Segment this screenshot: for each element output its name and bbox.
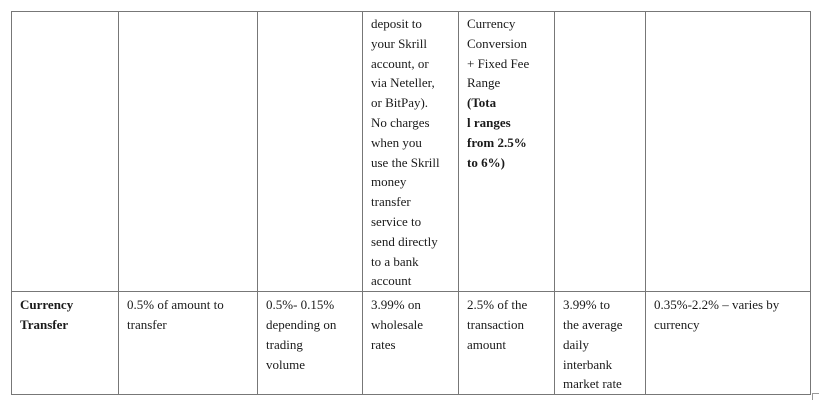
table-row-currency-transfer: [12, 292, 811, 395]
table-cell: [459, 292, 555, 395]
document-page: [11, 11, 810, 394]
table-cell: [363, 292, 459, 395]
page-corner-mark: [812, 393, 819, 400]
row-label: Currency Transfer: [20, 297, 74, 332]
cell-value: 2.5% of the transaction amount: [467, 297, 528, 352]
total-ranges-text: (Tota l ranges from 2.5% to 6%): [467, 95, 527, 170]
table-cell-skrill-deposit-note: [363, 12, 459, 292]
table-row-continued: [12, 12, 811, 292]
cell-value: 0.5% of amount to transfer: [127, 297, 224, 332]
table-cell: [119, 292, 258, 395]
skrill-deposit-note: deposit to your Skrill account, or via Neteller, or BitPay). No charges when you use the Skrill money transfer service to send directly to a bank account: [371, 16, 440, 289]
cell-value: 3.99% to the average daily interbank market rate: [563, 297, 623, 392]
cell-value: 0.5%- 0.15% depending on trading volume: [266, 297, 337, 372]
table-cell-conversion-fee-note: [459, 12, 555, 292]
row-label-cell: [12, 292, 119, 395]
table-cell: [646, 292, 811, 395]
fee-comparison-table: [11, 11, 811, 395]
table-cell: [258, 292, 363, 395]
table-cell: [258, 12, 363, 292]
table-cell: [555, 292, 646, 395]
conversion-fee-text: Currency Conversion + Fixed Fee Range: [467, 16, 530, 91]
table-cell: [119, 12, 258, 292]
table-cell: [12, 12, 119, 292]
table-cell: [555, 12, 646, 292]
table-cell: [646, 12, 811, 292]
cell-value: 0.35%-2.2% – varies by currency: [654, 297, 780, 332]
cell-value: 3.99% on wholesale rates: [371, 297, 423, 352]
